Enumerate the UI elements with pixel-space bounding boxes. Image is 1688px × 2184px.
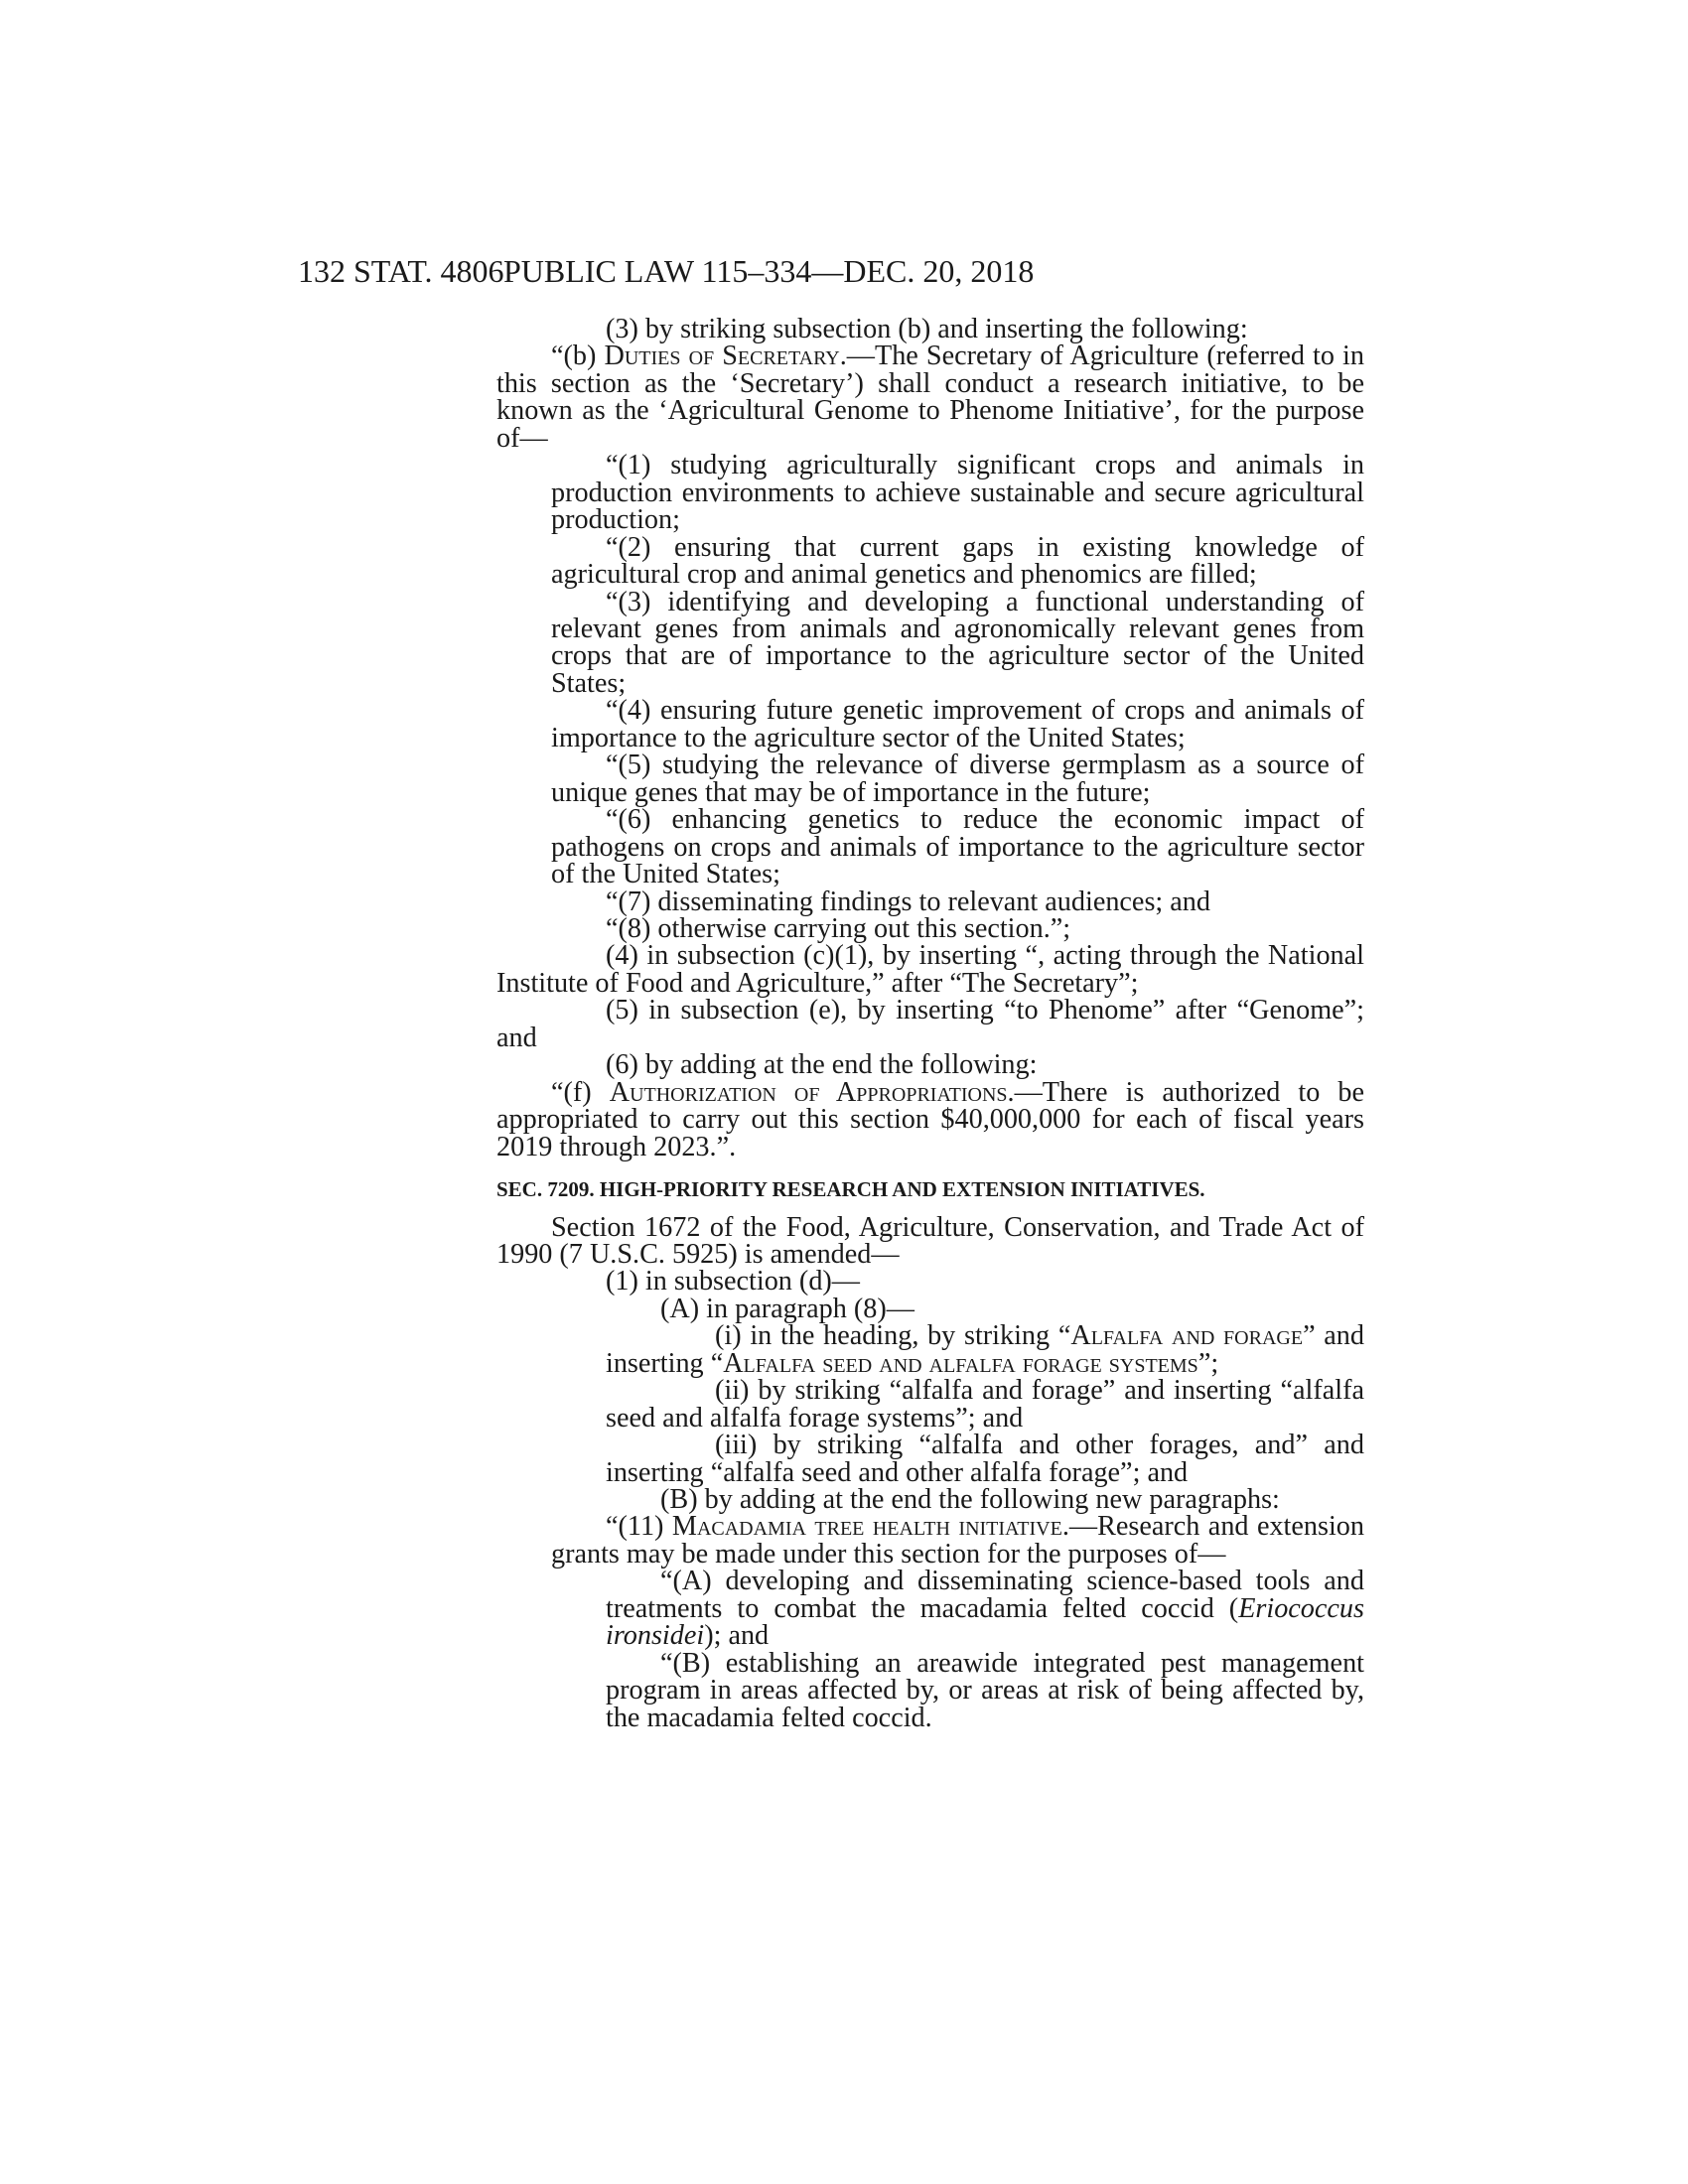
- paragraph-text: (B) by adding at the end the following new paragraphs:: [660, 1484, 1280, 1516]
- paragraph-text: —Research and extension grants may be made under this section for the purposes of—: [551, 1511, 1364, 1570]
- subsection-label: “(f): [551, 1076, 610, 1108]
- subsection-label: “(b): [551, 341, 605, 372]
- public-law-title: PUBLIC LAW 115–334—DEC. 20, 2018: [503, 253, 1035, 289]
- subsection-b-duties: [496, 342, 1364, 452]
- purpose-item-1: [551, 450, 1364, 536]
- amendment-paragraph-5: [496, 997, 1364, 1051]
- paragraph-text: (A) in paragraph (8)—: [660, 1293, 914, 1324]
- paragraph-text: (i) in the heading, by striking “: [715, 1320, 1071, 1352]
- amendment-paragraph-3: [496, 316, 1364, 342]
- amendment-paragraph-6: [496, 1049, 1364, 1081]
- section-intro: [496, 1211, 1364, 1270]
- amendment-paragraph-1: [496, 1268, 1364, 1295]
- subparagraph-a: [496, 1293, 1364, 1324]
- clause-ii: [606, 1377, 1364, 1432]
- paragraph-text: “(8) otherwise carrying out this section.”;: [606, 912, 1071, 944]
- subsection-heading: Authorization of Appropriations.: [609, 1076, 1015, 1108]
- paragraph-text: “(4) ensuring future genetic improvement of crops and animals of importance to the agriculture sector of the United States;: [551, 695, 1364, 753]
- paragraph-text: ” and inserting “: [606, 1320, 1364, 1379]
- paragraph-text: Section 1672 of the Food, Agriculture, Conservation, and Trade Act of 1990 (7 U.S.C. 5925) is amended—: [496, 1211, 1364, 1270]
- paragraph-text: (ii) by striking “alfalfa and forage” and inserting “alfalfa seed and alfalfa forage systems”; and: [606, 1375, 1364, 1433]
- section-heading: SEC. 7209. HIGH-PRIORITY RESEARCH AND EXTENSION INITIATIVES.: [496, 1177, 1205, 1202]
- struck-heading-text: Alfalfa and forage: [1070, 1320, 1304, 1352]
- purpose-a: [606, 1566, 1364, 1652]
- paragraph-text: “(7) disseminating findings to relevant audiences; and: [606, 886, 1210, 917]
- paragraph-text: ); and: [704, 1620, 770, 1652]
- document-body: [496, 316, 1364, 1731]
- purpose-item-8: [551, 912, 1364, 944]
- paragraph-text: —There is authorized to be appropriated to carry out this section $40,000,000 for each of fiscal years 2019 through 2023.”.: [496, 1076, 1364, 1162]
- purpose-item-4: [551, 697, 1364, 751]
- paragraph-text: (iii) by striking “alfalfa and other forages, and” and inserting “alfalfa seed and other alfalfa forage”; and: [606, 1430, 1364, 1488]
- inserted-heading-text: Alfalfa seed and alfalfa forage systems: [723, 1347, 1198, 1379]
- species-name: Eriococcus ironsidei: [606, 1592, 1364, 1652]
- paragraph-text: “(2) ensuring that current gaps in existing knowledge of agricultural crop and animal genetics and phenomics are filled;: [551, 531, 1364, 591]
- statute-page-number: 132 STAT. 4806: [298, 253, 504, 289]
- clause-iii: [606, 1432, 1364, 1486]
- subparagraph-b: [496, 1484, 1364, 1516]
- paragraph-11-macadamia: [551, 1513, 1364, 1568]
- paragraph-text: “(B) establishing an areawide integrated pest management program in areas affected by, or areas at risk of being affected by, the macadamia felted coccid.: [606, 1647, 1364, 1733]
- subsection-heading: Duties of Secretary.: [604, 341, 847, 372]
- subsection-f-appropriations: [496, 1076, 1364, 1162]
- paragraph-label: “(11): [606, 1511, 672, 1543]
- amendment-paragraph-4: [496, 942, 1364, 997]
- paragraph-heading: Macadamia tree health initiative.: [671, 1511, 1069, 1543]
- page-header: [298, 251, 1364, 291]
- paragraph-text: (4) in subsection (c)(1), by inserting “, acting through the National Institute of Food and Agriculture,” after “The Secretary”;: [496, 940, 1364, 999]
- paragraph-text: ”;: [1197, 1347, 1219, 1379]
- purpose-item-6: [551, 804, 1364, 890]
- paragraph-text: “(A) developing and disseminating science-based tools and treatments to combat the macadamia felted coccid (: [606, 1566, 1364, 1624]
- clause-i: [606, 1322, 1364, 1377]
- purpose-b: [606, 1647, 1364, 1733]
- purpose-item-3: [551, 586, 1364, 699]
- paragraph-text: “(3) identifying and developing a functional understanding of relevant genes from animals and agronomically relevant genes from crops that are of importance to the agriculture sector of the United States;: [551, 586, 1364, 699]
- paragraph-text: (5) in subsection (e), by inserting “to Phenome” after “Genome”; and: [496, 995, 1364, 1053]
- purpose-item-7: [551, 888, 1364, 915]
- paragraph-text: “(5) studying the relevance of diverse germplasm as a source of unique genes that may be of importance in the future;: [551, 750, 1364, 808]
- paragraph-text: (6) by adding at the end the following:: [606, 1049, 1038, 1081]
- paragraph-text: “(1) studying agriculturally significant crops and animals in production environments to achieve sustainable and secure agricultural production;: [551, 450, 1364, 536]
- paragraph-text: (3) by striking subsection (b) and inserting the following:: [606, 314, 1248, 344]
- paragraph-text: —The Secretary of Agriculture (referred to in this section as the ‘Secretary’) shall conduct a research initiative, to be known as the ‘Agricultural Genome to Phenome Initiative’, for the purpose of—: [496, 341, 1364, 454]
- purpose-item-2: [551, 531, 1364, 591]
- paragraph-text: (1) in subsection (d)—: [606, 1266, 860, 1297]
- paragraph-text: “(6) enhancing genetics to reduce the economic impact of pathogens on crops and animals of importance to the agriculture sector of the United States;: [551, 804, 1364, 890]
- purpose-item-5: [551, 751, 1364, 806]
